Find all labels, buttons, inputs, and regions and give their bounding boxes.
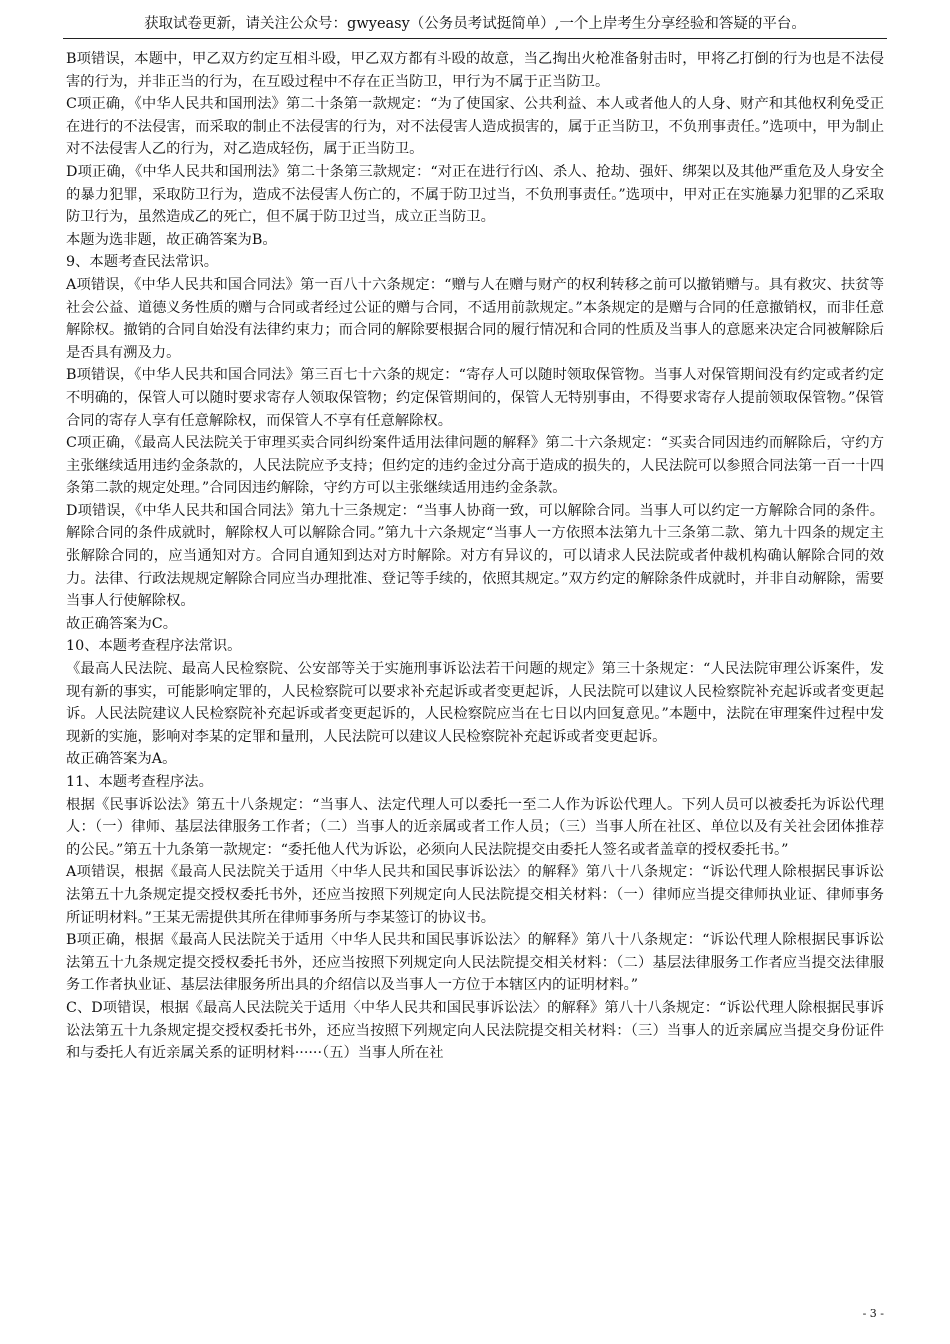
paragraph: 《最高人民法院、最高人民检察院、公安部等关于实施刑事诉讼法若干问题的规定》第三十条规定：“人民法院审理公诉案件，发现有新的事实，可能影响定罪的，人民检察院可以要求补充起诉或者变更起诉，人民法院可以建议人民检察院补充起诉或者变更起诉。人民法院建议人民检察院补充起诉或者变更起诉的，人民检察院应当在七日以内回复意见。”本题中，法院在审理案件过程中发现新的实施，影响对李某的定罪和量刑，人民法院可以建议人民检察院补充起诉或者变更起诉。 — [66, 661, 884, 745]
page-header: 获取试卷更新，请关注公众号：gwyeasy（公务员考试挺简单）,一个上岸考生分享经验和答疑的平台。 — [144, 16, 806, 32]
paragraph: A项错误，根据《最高人民法院关于适用〈中华人民共和国民事诉讼法〉的解释》第八十八条规定：“诉讼代理人除根据民事诉讼法第五十九条规定提交授权委托书外，还应当按照下列规定向人民法院提交相关材料：（一）律师应当提交律师执业证、律师事务所证明材料。”王某无需提供其所在律师事务所与李某签订的协议书。 — [66, 864, 884, 926]
page-number: - 3 - — [862, 1307, 884, 1320]
paragraph: 故正确答案为C。 — [66, 615, 178, 632]
section-heading: 10、本题考查程序法常识。 — [66, 638, 242, 655]
paragraph: B项错误，本题中，甲乙双方约定互相斗殴，甲乙双方都有斗殴的故意，当乙掏出火枪准备射击时，甲将乙打倒的行为也是不法侵害的行为，并非正当的行为，在互殴过程中不存在正当防卫，甲行为不属于正当防卫。 — [66, 51, 884, 90]
paragraph: B项正确，根据《最高人民法院关于适用〈中华人民共和国民事诉讼法〉的解释》第八十八条规定：“诉讼代理人除根据民事诉讼法第五十九条规定提交授权委托书外，还应当按照下列规定向人民法院提交相关材料：（二）基层法律服务工作者应当提交法律服务工作者执业证、基层法律服务所出具的介绍信以及当事人一方位于本辖区内的证明材料。” — [66, 932, 884, 994]
paragraph: D项错误，《中华人民共和国合同法》第九十三条规定：“当事人协商一致，可以解除合同。当事人可以约定一方解除合同的条件。解除合同的条件成就时，解除权人可以解除合同。”第九十六条规定“当事人一方依照本法第九十三条第二款、第九十四条的规定主张解除合同的，应当通知对方。合同自通知到达对方时解除。对方有异议的，可以请求人民法院或者仲裁机构确认解除合同的效力。法律、行政法规规定解除合同应当办理批准、登记等手续的，依照其规定。”双方约定的解除条件成就时，并非自动解除，需要当事人行使解除权。 — [66, 502, 884, 610]
section-heading: 11、本题考查程序法。 — [66, 774, 213, 790]
paragraph: C、D项错误，根据《最高人民法院关于适用〈中华人民共和国民事诉讼法〉的解释》第八十八条规定：“诉讼代理人除根据民事诉讼法第五十九条规定提交授权委托书外，还应当按照下列规定向人民法院提交相关材料：（三）当事人的近亲属应当提交身份证件和与委托人有近亲属关系的证明材料······（五）当事人所在社 — [66, 999, 884, 1062]
paragraph: C项正确，《中华人民共和国刑法》第二十条第一款规定：“为了使国家、公共利益、本人或者他人的人身、财产和其他权利免受正在进行的不法侵害，而采取的制止不法侵害的行为，对不法侵害人造成损害的，属于正当防卫，不负刑事责任。”选项中，甲为制止对不法侵害人乙的行为，对乙造成轻伤，属于正当防卫。 — [66, 96, 884, 158]
paragraph: C项正确，《最高人民法院关于审理买卖合同纠纷案件适用法律问题的解释》第二十六条规定：“买卖合同因违约而解除后，守约方主张继续适用违约金条款的，人民法院应予支持；但约定的违约金过分高于造成的损失的，人民法院可以参照合同法第一百一十四条第二款的规定处理。”合同因违约解除，守约方可以主张继续适用违约金条款。 — [66, 435, 884, 497]
section-heading: 9、本题考查民法常识。 — [66, 254, 219, 271]
paragraph: B项错误，《中华人民共和国合同法》第三百七十六条的规定：“寄存人可以随时领取保管物。当事人对保管期间没有约定或者约定不明确的，保管人可以随时要求寄存人领取保管物；约定保管期间的，保管人无特别事由，不得要求寄存人提前领取保管物。”保管合同的寄存人享有任意解除权，而保管人不享有任意解除权。 — [66, 367, 884, 429]
paragraph: 本题为选非题，故正确答案为B。 — [66, 231, 277, 248]
paragraph: A项错误，《中华人民共和国合同法》第一百八十六条规定：“赠与人在赠与财产的权利转移之前可以撤销赠与。具有救灾、扶贫等社会公益、道德义务性质的赠与合同或者经过公证的赠与合同，不适用前款规定。”本条规定的是赠与合同的任意撤销权，而非任意解除权。撤销的合同自始没有法律约束力；而合同的解除要根据合同的履行情况和合同的性质及当事人的意愿来决定合同被解除后是否具有溯及力。 — [66, 276, 884, 361]
paragraph: 故正确答案为A。 — [66, 751, 177, 768]
paragraph: D项正确，《中华人民共和国刑法》第二十条第三款规定：“对正在进行行凶、杀人、抢劫、强奸、绑架以及其他严重危及人身安全的暴力犯罪，采取防卫行为，造成不法侵害人伤亡的，不属于防卫过当，不负刑事责任。”选项中，甲对正在实施暴力犯罪的乙采取防卫行为，虽然造成乙的死亡，但不属于防卫过当，成立正当防卫。 — [66, 163, 884, 226]
header-divider — [63, 38, 887, 39]
document-body — [66, 48, 884, 1065]
paragraph: 根据《民事诉讼法》第五十八条规定：“当事人、法定代理人可以委托一至二人作为诉讼代理人。下列人员可以被委托为诉讼代理人：（一）律师、基层法律服务工作者；（二）当事人的近亲属或者工作人员；（三）当事人所在社区、单位以及有关社会团体推荐的公民。”第五十九条第一款规定：“委托他人代为诉讼，必须向人民法院提交由委托人签名或者盖章的授权委托书。” — [66, 796, 884, 858]
